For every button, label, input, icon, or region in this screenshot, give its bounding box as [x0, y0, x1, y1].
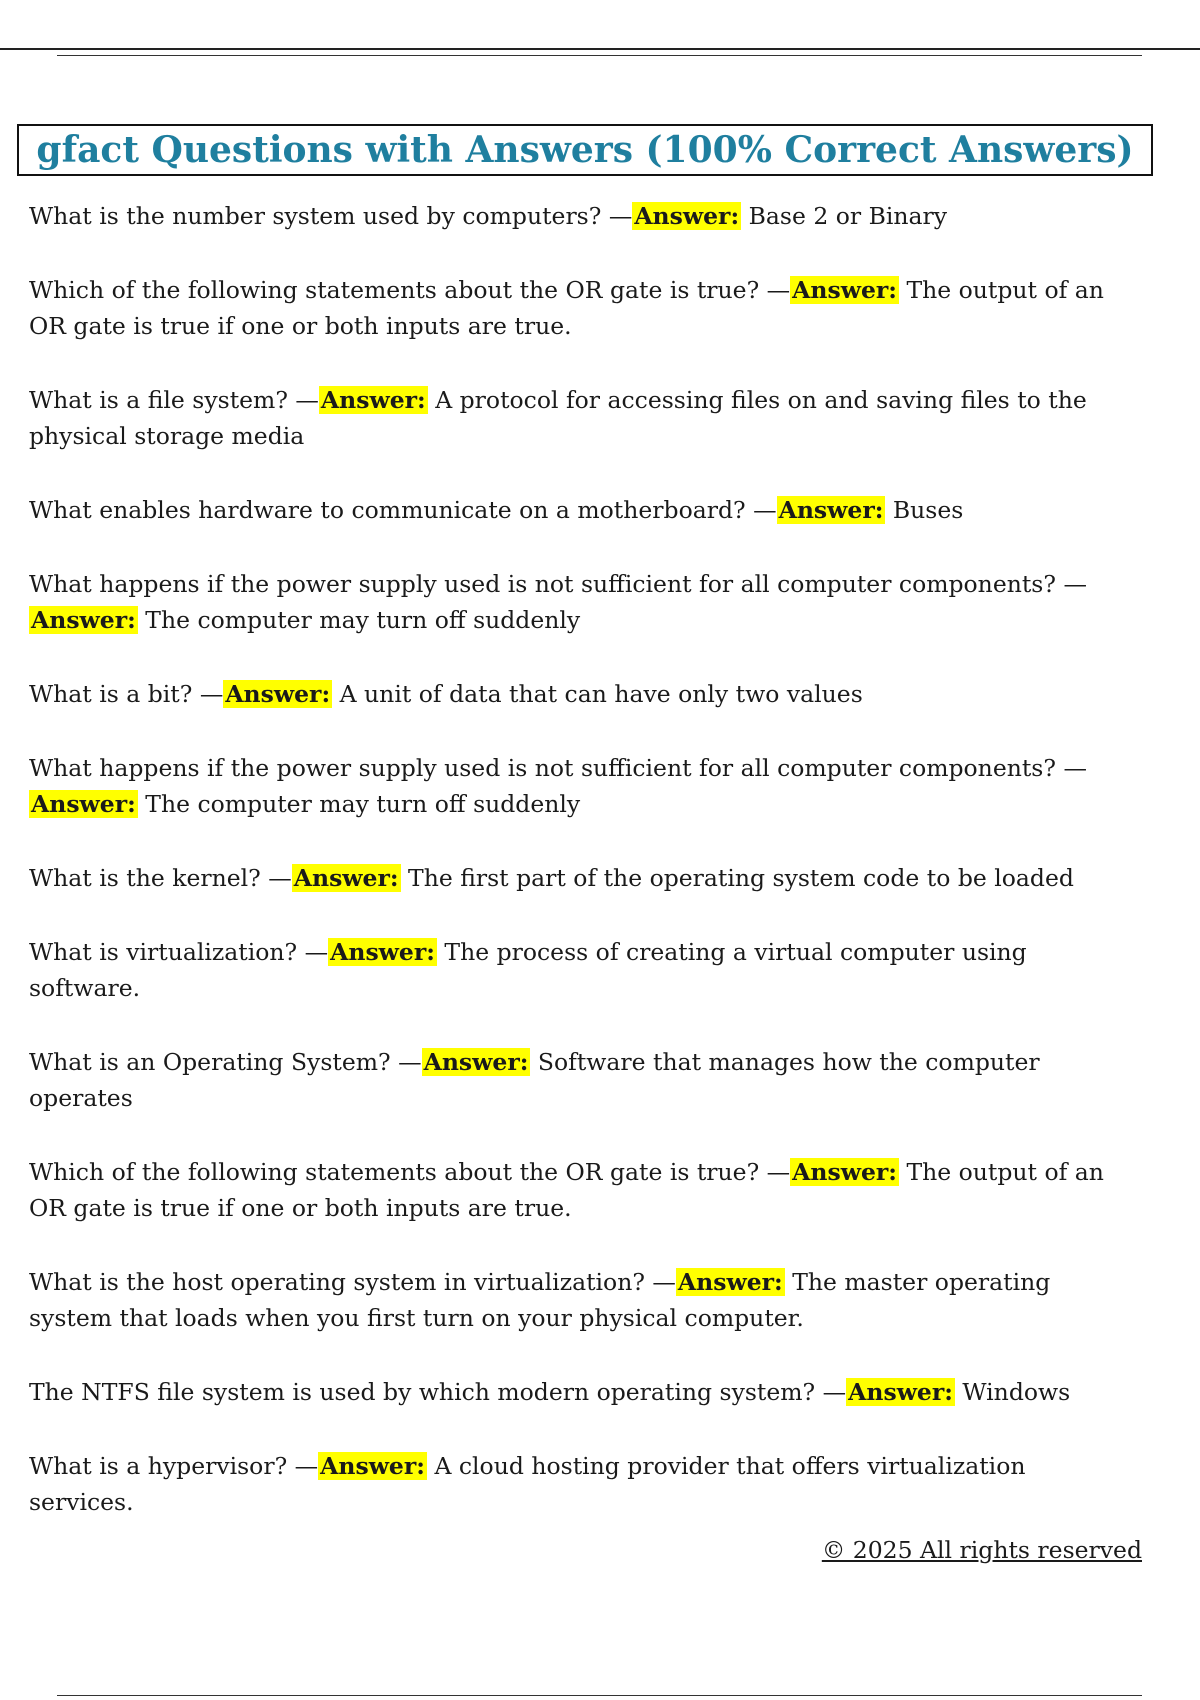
- answer-text: Base 2 or Binary: [748, 202, 948, 230]
- qa-list: [29, 198, 1129, 1520]
- qa-item: [29, 1448, 1129, 1520]
- answer-text: The first part of the operating system code to be loaded: [408, 864, 1074, 892]
- answer-label: Answer:: [225, 680, 331, 708]
- header-rule-bottom: [57, 55, 1142, 56]
- qa-item: [29, 934, 1129, 1006]
- dash: —: [766, 276, 791, 304]
- dash: —: [1063, 570, 1087, 598]
- answer-label: Answer:: [792, 276, 897, 304]
- qa-item: [29, 1374, 1129, 1410]
- answer-text: A cloud hosting provider that offers virtualization services.: [29, 1452, 1026, 1516]
- qa-item: [29, 492, 1129, 528]
- dash: —: [822, 1378, 847, 1406]
- question-text: Which of the following statements about the OR gate is true?: [29, 1158, 760, 1186]
- answer-text: The computer may turn off suddenly: [145, 790, 581, 818]
- dash: —: [294, 1452, 319, 1480]
- answer-label: Answer:: [330, 938, 435, 966]
- question-text: Which of the following statements about the OR gate is true?: [29, 276, 760, 304]
- answer-text: The master operating system that loads when you first turn on your physical computer.: [29, 1268, 1051, 1332]
- answer-label: Answer:: [848, 1378, 953, 1406]
- answer-text: Windows: [962, 1378, 1071, 1406]
- answer-text: A unit of data that can have only two values: [339, 680, 863, 708]
- answer-text: Software that manages how the computer operates: [29, 1048, 1040, 1112]
- answer-text: The output of an OR gate is true if one or both inputs are true.: [29, 1158, 1104, 1222]
- qa-item: [29, 272, 1129, 344]
- dash: —: [652, 1268, 676, 1296]
- dash: —: [398, 1048, 422, 1076]
- answer-label: Answer:: [293, 864, 399, 892]
- qa-item: [29, 860, 1129, 896]
- answer-label: Answer:: [778, 496, 884, 524]
- qa-item: [29, 198, 1129, 234]
- qa-item: [29, 676, 1129, 712]
- answer-text: The output of an OR gate is true if one or both inputs are true.: [29, 276, 1104, 340]
- question-text: What is a hypervisor?: [29, 1452, 288, 1480]
- answer-label: Answer:: [677, 1268, 783, 1296]
- question-text: What enables hardware to communicate on a motherboard?: [29, 496, 746, 524]
- answer-label: Answer:: [31, 790, 136, 818]
- question-text: What is an Operating System?: [29, 1048, 391, 1076]
- question-text: What is the host operating system in virtualization?: [29, 1268, 645, 1296]
- answer-text: Buses: [892, 496, 964, 524]
- question-text: What is the kernel?: [29, 864, 261, 892]
- question-text: What happens if the power supply used is not sufficient for all computer components?: [29, 570, 1056, 598]
- answer-label: Answer:: [423, 1048, 529, 1076]
- dash: —: [304, 938, 329, 966]
- header-rule-top: [0, 48, 1200, 50]
- dash: —: [268, 864, 292, 892]
- page-title: gfact Questions with Answers (100% Correct Answers): [36, 129, 1134, 171]
- dash: —: [1063, 754, 1087, 782]
- dash: —: [753, 496, 777, 524]
- answer-text: The computer may turn off suddenly: [145, 606, 581, 634]
- question-text: What is a bit?: [29, 680, 193, 708]
- qa-item: [29, 1264, 1129, 1336]
- copyright-notice: © 2025 All rights reserved: [821, 1536, 1142, 1564]
- answer-label: Answer:: [31, 606, 136, 634]
- question-text: The NTFS file system is used by which modern operating system?: [29, 1378, 816, 1406]
- question-text: What is the number system used by computers?: [29, 202, 602, 230]
- qa-item: [29, 1154, 1129, 1226]
- qa-item: [29, 750, 1129, 822]
- qa-item: [29, 566, 1129, 638]
- question-text: What happens if the power supply used is not sufficient for all computer components?: [29, 754, 1056, 782]
- dash: —: [608, 202, 633, 230]
- answer-label: Answer:: [634, 202, 740, 230]
- title-box: [17, 124, 1153, 176]
- answer-label: Answer:: [320, 1452, 425, 1480]
- answer-text: A protocol for accessing files on and saving files to the physical storage media: [29, 386, 1087, 450]
- dash: —: [199, 680, 224, 708]
- question-text: What is a file system?: [29, 386, 288, 414]
- dash: —: [295, 386, 319, 414]
- footer-rule: [57, 1695, 1142, 1696]
- question-text: What is virtualization?: [29, 938, 298, 966]
- qa-item: [29, 1044, 1129, 1116]
- answer-text: The process of creating a virtual computer using software.: [29, 938, 1027, 1002]
- answer-label: Answer:: [320, 386, 426, 414]
- answer-label: Answer:: [792, 1158, 897, 1186]
- qa-item: [29, 382, 1129, 454]
- dash: —: [766, 1158, 791, 1186]
